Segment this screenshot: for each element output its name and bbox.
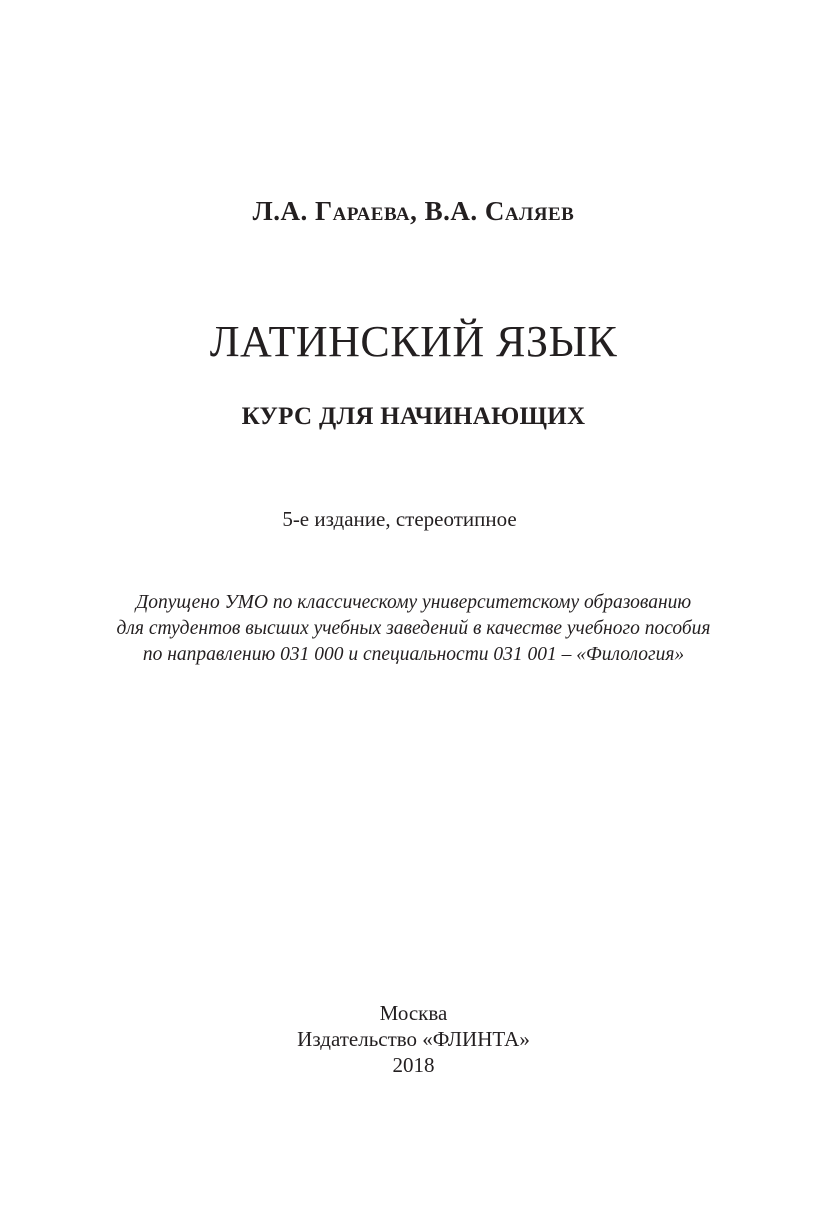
authors: Л.А. Гараева, В.А. Саляев (252, 196, 575, 226)
imprint-publisher: Издательство «ФЛИНТА» (297, 1027, 530, 1051)
book-subtitle: КУРС ДЛЯ НАЧИНАЮЩИХ (241, 403, 586, 430)
imprint-year: 2018 (392, 1053, 435, 1077)
edition-note: 5-е издание, стереотипное (282, 507, 517, 531)
imprint (0, 1000, 827, 1078)
approval-note (0, 590, 827, 668)
approval-line-1: Допущено УМО по классическому университетскому образованию (135, 592, 692, 613)
imprint-city: Москва (379, 1001, 448, 1025)
approval-line-3: по направлению 031 000 и специальности 031 001 – «Филология» (142, 644, 685, 665)
approval-line-2: для студентов высших учебных заведений в качестве учебного пособия (116, 618, 711, 639)
book-title: ЛАТИНСКИЙ ЯЗЫК (209, 317, 618, 366)
